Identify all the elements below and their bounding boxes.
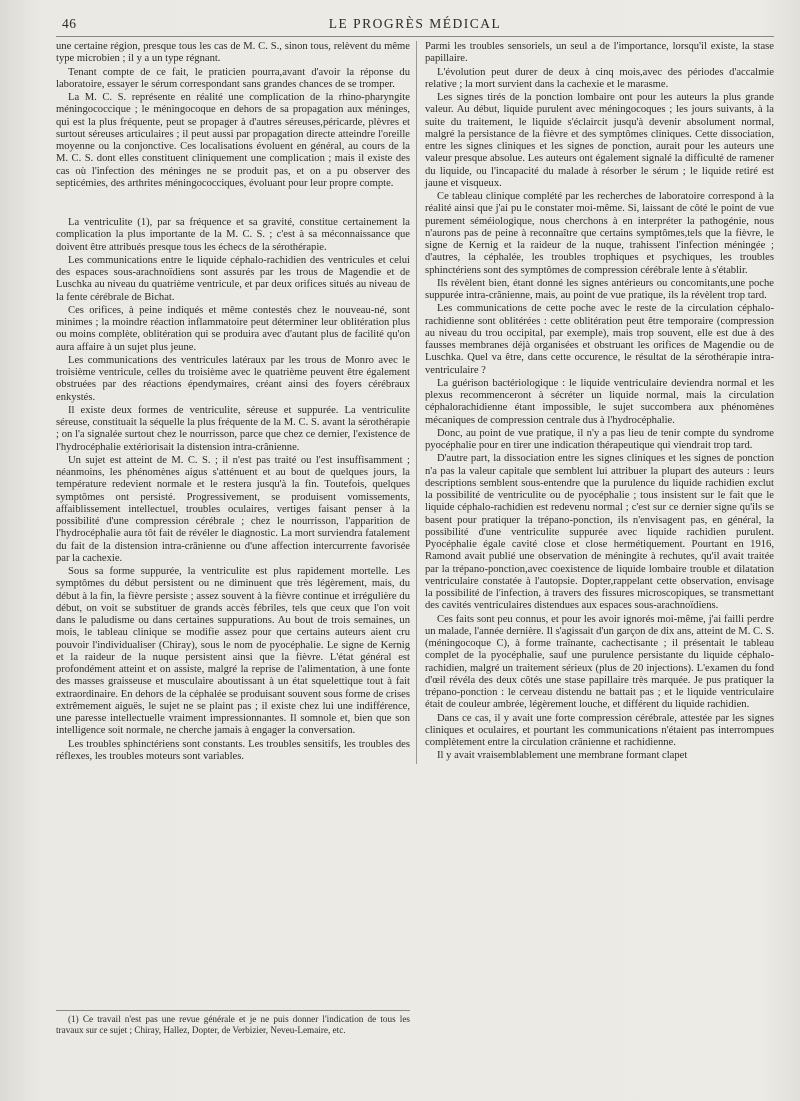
paragraph: Donc, au point de vue pratique, il n'y a pas lieu de tenir compte du syndrome pyocéphalie pour en tirer une indication thérapeutique qui viendrait trop tard. (425, 427, 774, 451)
paragraph: Les troubles sphinctériens sont constants. Les troubles sensitifs, les troubles des réflexes, les troubles moteurs sont variables. (56, 738, 410, 762)
page-number: 46 (62, 16, 77, 31)
footnote (56, 1010, 410, 1036)
section-gap (56, 191, 410, 217)
paragraph: Tenant compte de ce fait, le praticien pourra,avant d'avoir la réponse du laboratoire, essayer le sérum correspondant sans grandes chances de se tromper. (56, 66, 410, 90)
journal-title: LE PROGRÈS MÉDICAL (328, 16, 502, 31)
paragraph: La M. C. S. représente en réalité une complication de la rhino-pharyngite méningococcique ; le méningocoque en dehors de sa propagation aux méninges, qui est la plus fréquente, peut se propager à d'autres séreuses,péricarde, plèvres et surtout séreuses articulaires ; il peut aussi par propagation directe atteindre l'oreille moyenne ou la conjonctive. Ces localisations évoluent en général, au cours de la M. C. S. dont elles constituent cliniquement une complication ; mais il existe des cas où l'infection des méninges ne se produit pas, et on a pu observer des septicémies, des arthrites méningococciques, évoluant pour leur propre compte. (56, 92, 410, 189)
paragraph: Ils révèlent bien, étant donné les signes antérieurs ou concomitants,une poche suppurée intra-crânienne, mais, au point de vue pratique, ils la révèlent trop tard. (425, 277, 774, 301)
paragraph: une certaine région, presque tous les cas de M. C. S., sinon tous, relèvent du même type microbien ; il y a un type régnant. (56, 41, 410, 65)
paragraph: Ces orifices, à peine indiqués et même contestés chez le nouveau-né, sont minimes ; la moindre réaction inflammatoire peut déterminer leur oblitération plus ou moins complète, oblitération qui se produira avec d'autant plus de facilité qu'on aura affaire à un sujet plus jeune. (56, 304, 410, 353)
paragraph: L'évolution peut durer de deux à cinq mois,avec des périodes d'accalmie relative ; la mort survient dans la cachexie et le marasme. (425, 66, 774, 90)
paragraph: Sous sa forme suppurée, la ventriculite est plus rapidement mortelle. Les symptômes du début persistent ou ne diminuent que très légèrement, mais, du début à la fin, la fièvre persiste ; assez souvent à la fièvre continue et irrégulière du début, on voit se substituer de grands accès fébriles, tels que ceux que l'on voit dans le paludisme ou dans certaines suppurations. Au bout de trois semaines, un mois, le tableau clinique se modifie assez pour que certains auteurs aient cru pouvoir l'individualiser (Chiray), sous le nom de pyocéphalie. Le signe de Kernig et la raideur de la nuque persistent ainsi que la fièvre. L'état général est profondément atteint et on assiste, malgré la reprise de l'alimentation, à une fonte des masses graisseuse et musculaire aboutissant à un état squelettique tout à fait extraordinaire. En dehors de la céphalée se produisant souvent sous forme de crises extrêmement aiguës, le sujet ne se plaint pas ; il existe chez lui une indifférence, une paresse intellectuelle vraiment impressionnantes. Il somnole et, bien que son intelligence soit normale, ne cherche jamais à engager la conversation. (56, 566, 410, 737)
paragraph: Un sujet est atteint de M. C. S. ; il n'est pas traité ou l'est insuffisamment ; néanmoins, les phénomènes aigus s'atténuent et au bout de quelques jours, la température redevient normale et le restera jusqu'à la fin. Toutefois, quelques symptômes ont persisté. Progressivement, se produisent vomissements, affaiblissement intellectuel, troubles oculaires, vertiges faisant penser à la possibilité d'une compression cérébrale ; chez le nourrisson, l'apparition de l'hydrocéphalie aura tôt fait de révéler le diagnostic. La mort surviendra fatalement du fait de la distension intra-crânienne ou d'une affection intercurrente favorisée par la cachexie. (56, 454, 410, 564)
paragraph: La guérison bactériologique : le liquide ventriculaire deviendra normal et les plexus recommenceront à sécréter un liquide normal, mais la circulation céphalorachidienne étant impossible, le sujet succombera aux phénomènes mécaniques de compression centrale dus à l'hydrocéphalie. (425, 377, 774, 426)
right-column (416, 41, 774, 764)
text-columns (56, 41, 774, 764)
paragraph: Parmi les troubles sensoriels, un seul a de l'importance, lorsqu'il existe, la stase papillaire. (425, 41, 774, 65)
running-head (56, 14, 774, 37)
paragraph: Il y avait vraisemblablement une membrane formant clapet (437, 750, 688, 762)
paragraph: D'autre part, la dissociation entre les signes cliniques et les signes de ponction n'a pas la valeur capitale que semblent lui attribuer la plupart des auteurs : leurs descriptions semblent sous-entendre que la purulence du liquide rachidien exclut la possibilité de ventriculite ou de pyocéphalie ; tous insistent sur le fait que le liquide céphalo-rachidien est redevenu normal ; c'est sur ce dernier signe qu'ils se basent pour pratiquer la trépano-ponction, ils n'envisagent pas, en général, la possibilité d'une ventriculite suppurée avec liquide rachidien purulent. Pyocéphalie égale cavité close et close hermétiquement. Pourtant en 1916, Ramond avait publié une observation de méningite à rechutes, qu'il avait traitée par la trépano-ponction,avec coexistence de liquide lombaire trouble et dilatation ventriculaire constatée à l'autopsie. Dopter,rappelant cette observation, envisage la possibilité de l'infection, à travers des fissures microscopiques, se transmettant des cavités ventriculaires distendues aux espaces sous-arachnoïdiens. (425, 453, 774, 612)
paragraph: Les signes tirés de la ponction lombaire ont pour les auteurs la plus grande valeur. Au début, liquide purulent avec méningocoques ; les jours suivants, à la suite du traitement, le liquide s'éclaircit jusqu'à devenir absolument normal, malgré la persistance de la fièvre et des symptômes cliniques. Cette dissociation, entre les signes cliniques et les signes de ponction, aurait pour les auteurs une valeur presque absolue. Les auteurs ont également signalé la difficulté de ramener du liquide, ou l'incapacité du malade à résorber le sérum ; le liquide retiré est jaune et visqueux. (425, 92, 774, 189)
left-column (56, 41, 416, 764)
paragraph: Il existe deux formes de ventriculite, séreuse et suppurée. La ventriculite séreuse, constituait la séquelle la plus fréquente de la M. C. S. avant la sérothérapie ; on l'a signalée surtout chez le nourrisson, parce que chez ce dernier, l'existence de l'hydrocéphalie extériorisait la distension intra-crânienne. (56, 404, 410, 453)
paragraph: La ventriculite (1), par sa fréquence et sa gravité, constitue certainement la complication la plus importante de la M. C. S. ; c'est à sa méconnaissance que doivent être attribués presque tous les échecs de la sérothérapie. (56, 217, 410, 253)
paragraph: Ces faits sont peu connus, et pour les avoir ignorés moi-même, j'ai failli perdre un malade, l'année dernière. Il s'agissait d'un garçon de dix ans, atteint de M. C. S. (méningocoque C), à forme traînante, cachectisante ; il présentait le tableau complet de la pyocéphalie, sauf une purulence persistante du liquide céphalo-rachidien, malgré un traitement sérieux (plus de 20 injections). L'examen du fond d'œil révéla des deux côtés une stase papillaire très marquée. Je pus pratiquer la trépano-ponction : le cerveau distendu ne battait pas ; et le liquide ventriculaire était de couleur ambrée, légèrement louche, et différent du liquide rachidien. (425, 613, 774, 711)
paragraph: Ce tableau clinique complété par les recherches de laboratoire correspond à la réalité ainsi que j'ai pu le constater moi-même. Si, laissant de côté le point de vue purement séméiologique, nous cherchons à en interpréter la pathogénie, nous n'aurons pas de peine à reconnaître que certains symptômes,tels que la fièvre, le signe de Kernig et la raideur de la nuque, trahissent l'infection méningée ; d'autres, la céphalée, les troubles trophiques et psychiques, les troubles sphinctériens sont des symptômes de compression cérébrale lente à s'établir. (425, 191, 774, 276)
footnote-text: (1) Ce travail n'est pas une revue générale et je ne puis donner l'indication de tous les travaux sur ce sujet ; Chiray, Hallez, Dopter, de Verbizier, Neveu-Lemaire, etc. (56, 1014, 410, 1035)
paragraph: Les communications des ventricules latéraux par les trous de Monro avec le troisième ventricule, celles du troisième avec le quatrième peuvent être également obstruées par des réactions épendymaires, créant ainsi des foyers cérébraux enkystés. (56, 354, 410, 403)
paragraph: Les communications de cette poche avec le reste de la circulation céphalo-rachidienne sont oblitérées : cette oblitération peut être temporaire (compression au niveau du trou occipital, par exemple), mais trop souvent, elle est due à des fausses membranes déjà organisées et obstruant les orifices de Magendie ou de Luschka. Quel va être, dans cette occurence, le résultat de la sérothérapie intra-ventriculaire ? (425, 303, 774, 376)
paragraph: Dans ce cas, il y avait une forte compression cérébrale, attestée par les signes cliniques et oculaires, et pourtant les communications n'étaient pas interrompues complètement entre la circulation crânienne et rachidienne. (425, 712, 774, 748)
paragraph: Les communications entre le liquide céphalo-rachidien des ventricules et celui des espaces sous-arachnoïdiens sont assurés par les trous de Magendie et de Luschka au niveau du quatrième ventricule, et par deux orifices situés au niveau de la fente cérébrale de Bichat. (56, 254, 410, 303)
